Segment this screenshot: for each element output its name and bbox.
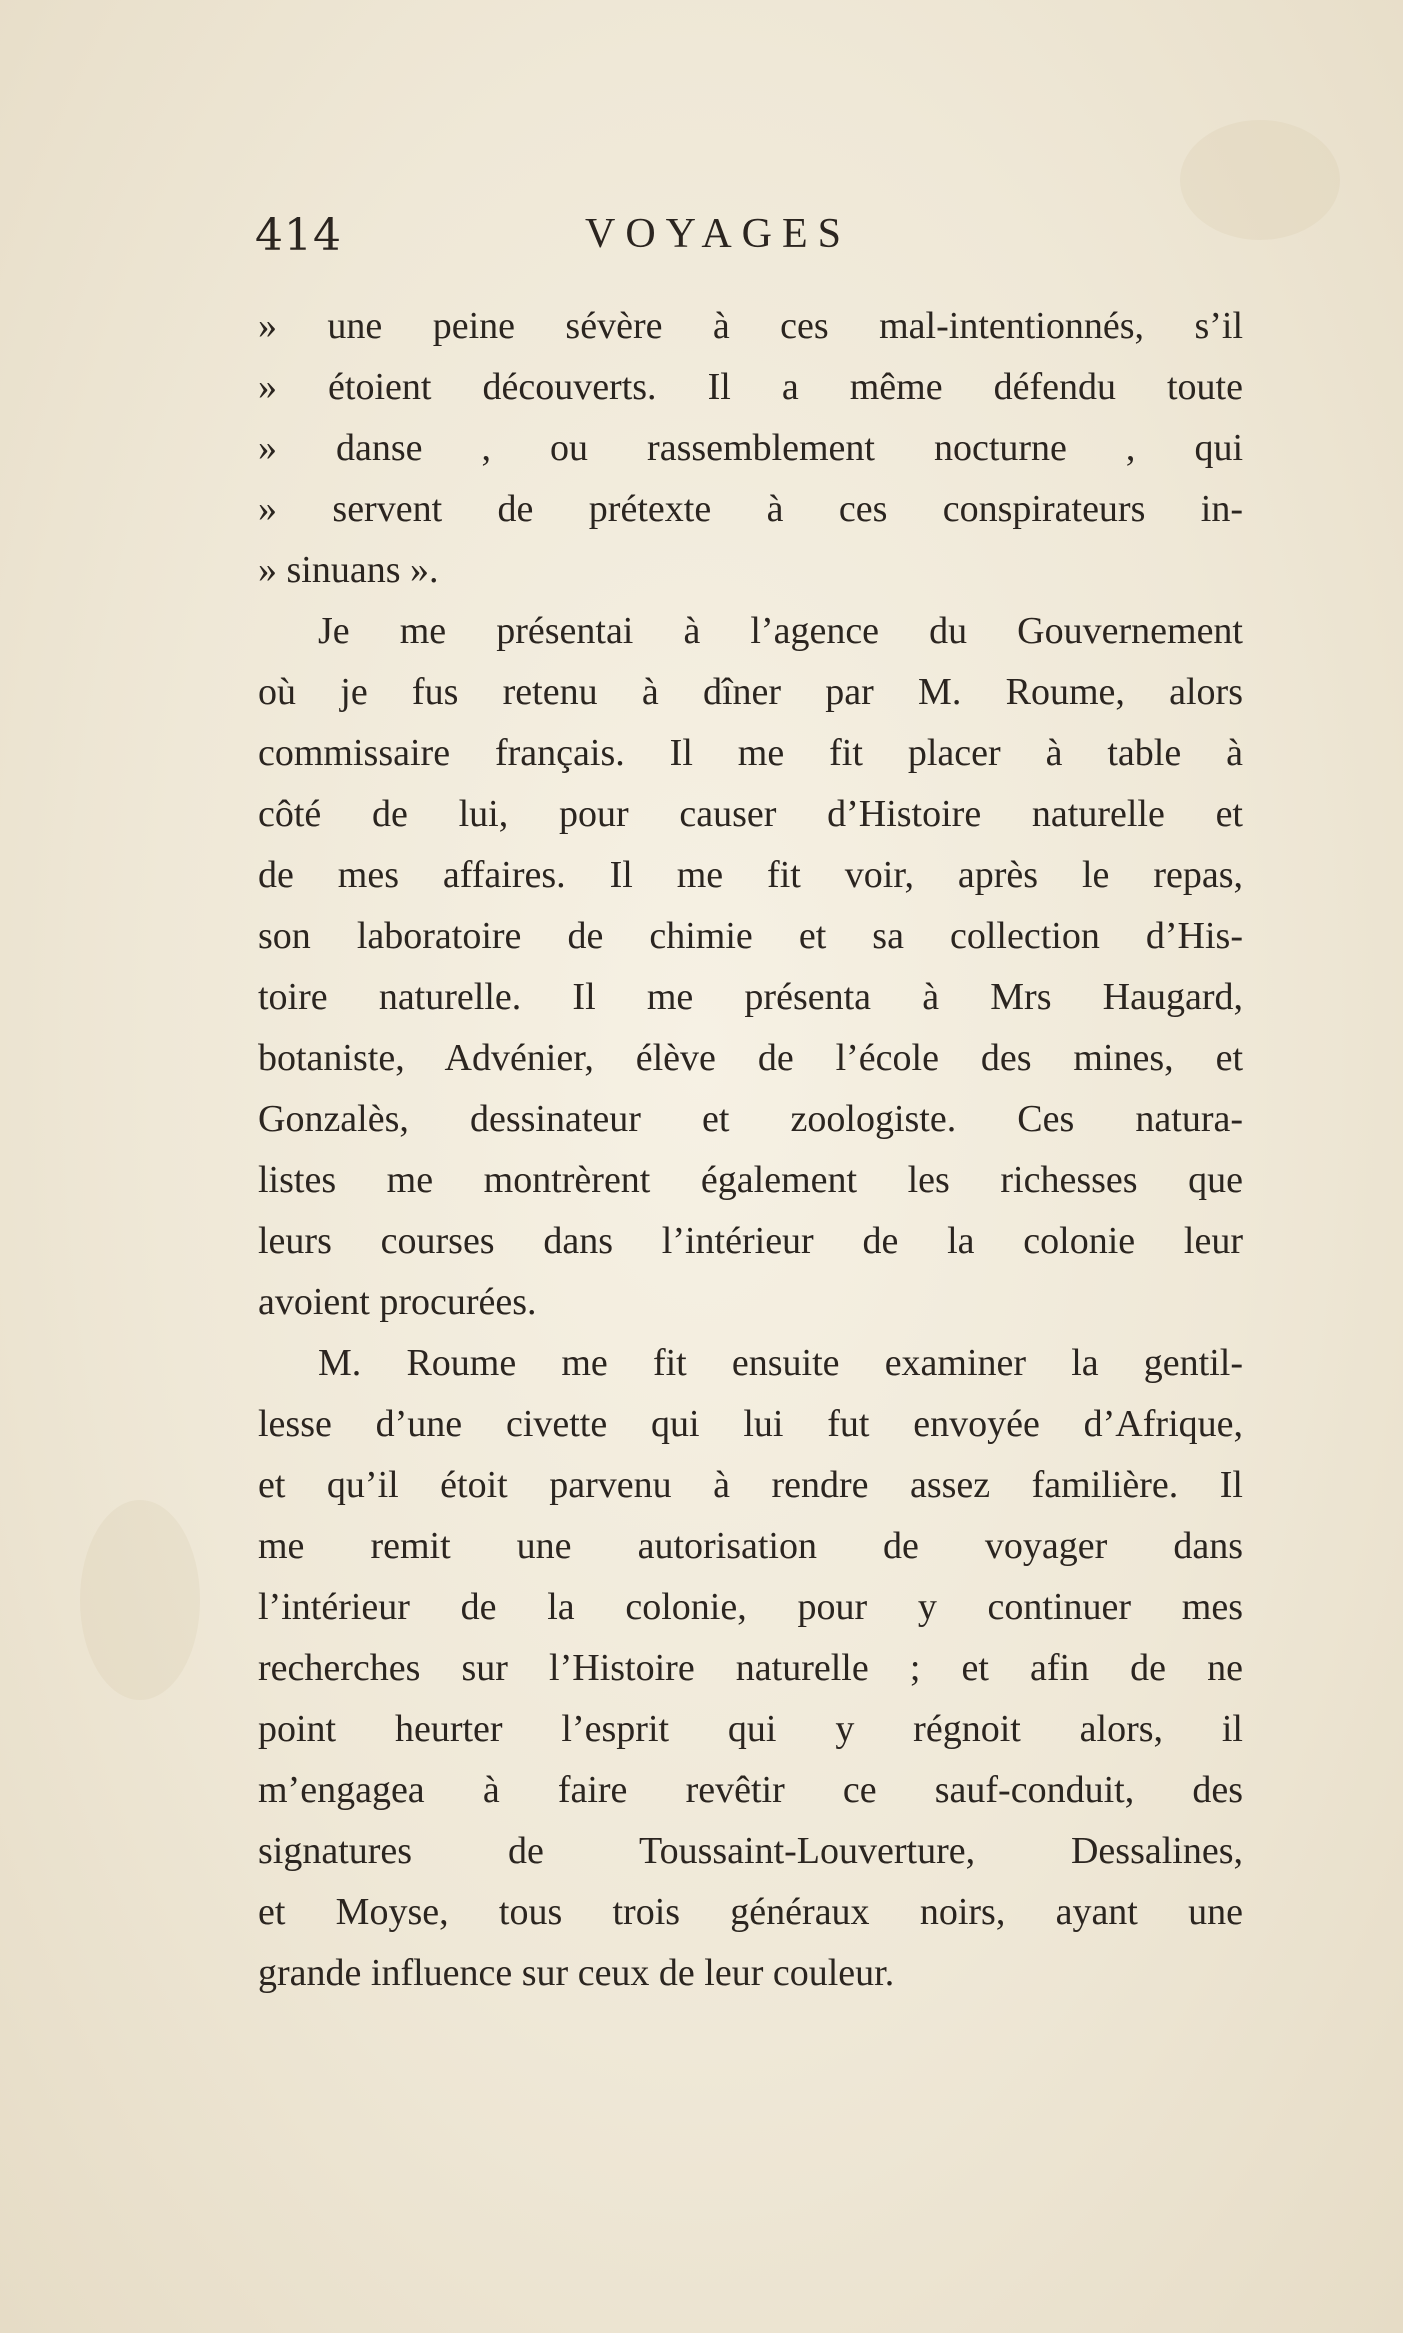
text-line: et Moyse, tous trois généraux noirs, ayant une bbox=[258, 1891, 1243, 1933]
text-line: recherches sur l’Histoire naturelle ; et afin de ne bbox=[258, 1647, 1243, 1689]
text-line: M. Roume me fit ensuite examiner la gentil- bbox=[318, 1342, 1243, 1384]
text-line: où je fus retenu à dîner par M. Roume, alors bbox=[258, 671, 1243, 713]
text-line: l’intérieur de la colonie, pour y continuer mes bbox=[258, 1586, 1243, 1628]
text-line: avoient procurées. bbox=[258, 1281, 537, 1323]
text-line: me remit une autorisation de voyager dans bbox=[258, 1525, 1243, 1567]
text-line: m’engagea à faire revêtir ce sauf-conduit, des bbox=[258, 1769, 1243, 1811]
text-line: côté de lui, pour causer d’Histoire naturelle et bbox=[258, 793, 1243, 835]
text-line: commissaire français. Il me fit placer à table à bbox=[258, 732, 1243, 774]
text-line: signatures de Toussaint-Louverture, Dessalines, bbox=[258, 1830, 1243, 1872]
text-line: et qu’il étoit parvenu à rendre assez familière. Il bbox=[258, 1464, 1243, 1506]
text-line: » servent de prétexte à ces conspirateurs in- bbox=[258, 488, 1243, 530]
text-line: » une peine sévère à ces mal-intentionnés, s’il bbox=[258, 305, 1243, 347]
text-line: leurs courses dans l’intérieur de la colonie leur bbox=[258, 1220, 1243, 1262]
text-line: » étoient découverts. Il a même défendu toute bbox=[258, 366, 1243, 408]
text-line: grande influence sur ceux de leur couleur. bbox=[258, 1952, 895, 1994]
paper-stain bbox=[80, 1500, 200, 1700]
running-head bbox=[255, 210, 1255, 280]
text-line: point heurter l’esprit qui y régnoit alors, il bbox=[258, 1708, 1243, 1750]
text-line: Je me présentai à l’agence du Gouvernement bbox=[318, 610, 1243, 652]
text-line: Gonzalès, dessinateur et zoologiste. Ces natura- bbox=[258, 1098, 1243, 1140]
text-line: son laboratoire de chimie et sa collection d’His- bbox=[258, 915, 1243, 957]
body-text bbox=[258, 296, 1243, 2004]
text-line: de mes affaires. Il me fit voir, après le repas, bbox=[258, 854, 1243, 896]
text-line: » danse , ou rassemblement nocturne , qui bbox=[258, 427, 1243, 469]
text-line: listes me montrèrent également les richesses que bbox=[258, 1159, 1243, 1201]
page-number: 414 bbox=[255, 210, 342, 261]
running-title: VOYAGES bbox=[585, 211, 852, 257]
text-line: » sinuans ». bbox=[258, 549, 439, 591]
text-line: toire naturelle. Il me présenta à Mrs Haugard, bbox=[258, 976, 1243, 1018]
text-line: botaniste, Advénier, élève de l’école des mines, et bbox=[258, 1037, 1243, 1079]
text-line: lesse d’une civette qui lui fut envoyée d’Afrique, bbox=[258, 1403, 1243, 1445]
